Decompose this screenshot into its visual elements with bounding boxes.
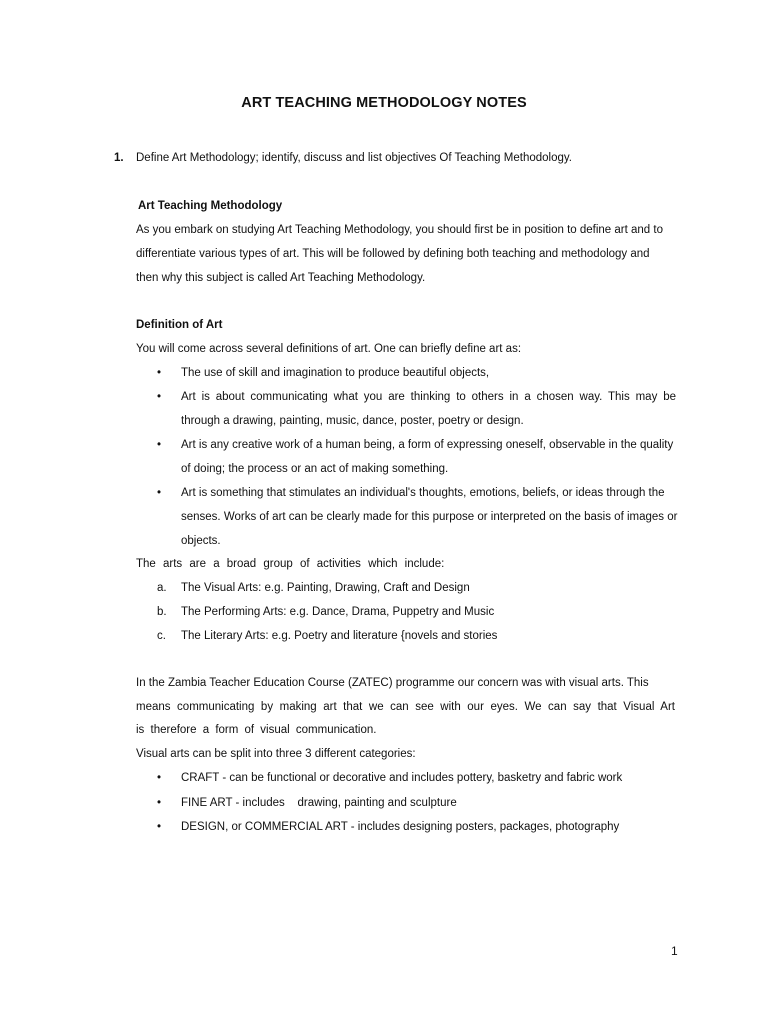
- paragraph-line: Visual arts can be split into three 3 different categories:: [136, 748, 416, 760]
- paragraph-line: is therefore a form of visual communication.: [136, 724, 377, 736]
- paragraph-line: then why this subject is called Art Teaching Methodology.: [136, 272, 426, 284]
- category-item-text: FINE ART - includes drawing, painting and sculpture: [181, 797, 457, 809]
- bullet-item-text: The use of skill and imagination to produce beautiful objects,: [181, 367, 490, 379]
- bullet-marker: •: [157, 439, 162, 451]
- page-number: 1: [671, 944, 678, 958]
- section-heading-definition: Definition of Art: [136, 319, 223, 331]
- question-text: Define Art Methodology; identify, discuss and list objectives Of Teaching Methodology.: [136, 152, 572, 164]
- paragraph-line: means communicating by making art that we can see with our eyes. We can say that Visual Art: [136, 701, 675, 713]
- bullet-marker: •: [157, 821, 162, 833]
- paragraph-line: In the Zambia Teacher Education Course (ZATEC) programme our concern was with visual arts. This: [136, 677, 649, 689]
- list-item-text: The Performing Arts: e.g. Dance, Drama, Puppetry and Music: [181, 606, 495, 618]
- bullet-marker: •: [157, 772, 162, 784]
- paragraph-line: differentiate various types of art. This will be followed by defining both teaching and methodology and: [136, 248, 650, 260]
- bullet-marker: •: [157, 391, 162, 403]
- bullet-item-text: Art is about communicating what you are thinking to others in a chosen way. This may be: [181, 391, 676, 403]
- paragraph-line: The arts are a broad group of activities which include:: [136, 558, 445, 570]
- bullet-item-text: Art is any creative work of a human being, a form of expressing oneself, observable in the quality: [181, 439, 674, 451]
- bullet-marker: •: [157, 487, 162, 499]
- category-item-text: CRAFT - can be functional or decorative and includes pottery, basketry and fabric work: [181, 772, 623, 784]
- paragraph-line: As you embark on studying Art Teaching Methodology, you should first be in position to define art and to: [136, 224, 663, 236]
- paragraph-line: You will come across several definitions of art. One can briefly define art as:: [136, 343, 522, 355]
- bullet-item-text: senses. Works of art can be clearly made for this purpose or interpreted on the basis of images or: [181, 511, 678, 523]
- list-letter: b.: [157, 606, 167, 618]
- bullet-item-text: of doing; the process or an act of making something.: [181, 463, 449, 475]
- bullet-item-text: objects.: [181, 535, 221, 547]
- question-number: 1.: [114, 152, 124, 164]
- section-heading-methodology: Art Teaching Methodology: [138, 200, 283, 212]
- category-item-text: DESIGN, or COMMERCIAL ART - includes designing posters, packages, photography: [181, 821, 620, 833]
- bullet-item-text: through a drawing, painting, music, dance, poster, poetry or design.: [181, 415, 524, 427]
- bullet-item-text: Art is something that stimulates an individual's thoughts, emotions, beliefs, or ideas through the: [181, 487, 665, 499]
- bullet-marker: •: [157, 797, 162, 809]
- list-letter: c.: [157, 630, 166, 642]
- list-item-text: The Visual Arts: e.g. Painting, Drawing, Craft and Design: [181, 582, 470, 594]
- list-letter: a.: [157, 582, 167, 594]
- bullet-marker: •: [157, 367, 162, 379]
- document-title: ART TEACHING METHODOLOGY NOTES: [241, 95, 527, 111]
- list-item-text: The Literary Arts: e.g. Poetry and literature {novels and stories: [181, 630, 498, 642]
